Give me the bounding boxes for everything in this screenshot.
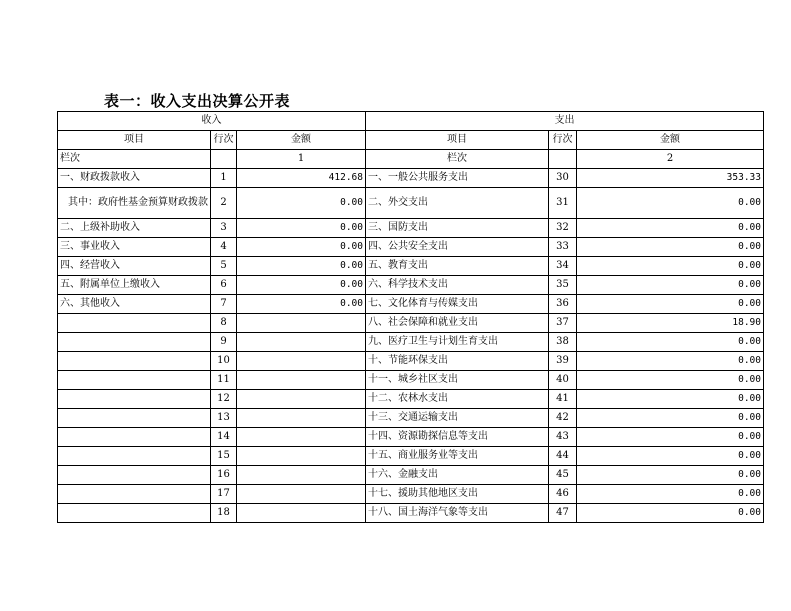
expense-item-cell: 七、文化体育与传媒支出: [366, 295, 549, 314]
expense-item-cell: 九、医疗卫生与计划生育支出: [366, 333, 549, 352]
income-amount-cell: [237, 504, 366, 523]
income-amount-header: 金额: [237, 131, 366, 150]
expense-amount-cell: 0.00: [577, 295, 764, 314]
table-row: [58, 188, 764, 219]
income-line-cell: 9: [211, 333, 237, 352]
income-amount-cell: [237, 333, 366, 352]
income-amount-cell: 0.00: [237, 238, 366, 257]
expense-line-cell: 34: [549, 257, 577, 276]
expense-amount-cell: 0.00: [577, 276, 764, 295]
income-item-cell: 其中：政府性基金预算财政拨款: [58, 188, 211, 219]
expense-item-cell: 十六、金融支出: [366, 466, 549, 485]
expense-item-cell: 十、节能环保支出: [366, 352, 549, 371]
income-item-cell: [58, 504, 211, 523]
income-amount-cell: [237, 485, 366, 504]
table-row: [58, 466, 764, 485]
income-line-cell: 18: [211, 504, 237, 523]
income-amount-cell: [237, 428, 366, 447]
income-amount-cell: 0.00: [237, 295, 366, 314]
income-item-cell: 五、附属单位上缴收入: [58, 276, 211, 295]
expense-line-cell: 32: [549, 219, 577, 238]
income-amount-cell: [237, 409, 366, 428]
table-row: [58, 238, 764, 257]
expense-amount-cell: 0.00: [577, 428, 764, 447]
income-item-cell: 三、事业收入: [58, 238, 211, 257]
income-group-header: 收入: [58, 112, 366, 131]
income-line-cell: 12: [211, 390, 237, 409]
income-item-cell: [58, 485, 211, 504]
income-line-cell: 2: [211, 188, 237, 219]
table-row: [58, 169, 764, 188]
income-line-cell: 14: [211, 428, 237, 447]
table-row: [58, 428, 764, 447]
expense-line-cell: 42: [549, 409, 577, 428]
expense-lanci-label: 栏次: [366, 150, 549, 169]
expense-amount-cell: 0.00: [577, 447, 764, 466]
income-amount-cell: 412.68: [237, 169, 366, 188]
expense-item-cell: 一、一般公共服务支出: [366, 169, 549, 188]
expense-line-cell: 43: [549, 428, 577, 447]
income-item-cell: [58, 390, 211, 409]
table-row: [58, 352, 764, 371]
income-item-cell: 二、上级补助收入: [58, 219, 211, 238]
income-line-cell: 10: [211, 352, 237, 371]
income-amount-cell: [237, 466, 366, 485]
income-line-cell: 8: [211, 314, 237, 333]
income-item-cell: 六、其他收入: [58, 295, 211, 314]
expense-item-cell: 六、科学技术支出: [366, 276, 549, 295]
expense-line-cell: 47: [549, 504, 577, 523]
table-row: [58, 219, 764, 238]
expense-amount-cell: 0.00: [577, 466, 764, 485]
expense-item-cell: 十二、农林水支出: [366, 390, 549, 409]
income-line-cell: 5: [211, 257, 237, 276]
income-expense-table: [57, 111, 764, 523]
income-line-header: 行次: [211, 131, 237, 150]
income-line-cell: 1: [211, 169, 237, 188]
expense-col-number: 2: [577, 150, 764, 169]
expense-amount-cell: 0.00: [577, 188, 764, 219]
expense-amount-cell: 18.90: [577, 314, 764, 333]
table-row: [58, 314, 764, 333]
income-col-number: 1: [237, 150, 366, 169]
income-line-cell: 17: [211, 485, 237, 504]
expense-line-cell: 31: [549, 188, 577, 219]
table-row: [58, 257, 764, 276]
expense-line-cell: 30: [549, 169, 577, 188]
expense-item-cell: 十四、资源勘探信息等支出: [366, 428, 549, 447]
expense-amount-cell: 0.00: [577, 371, 764, 390]
expense-line-cell: 38: [549, 333, 577, 352]
expense-amount-cell: 0.00: [577, 352, 764, 371]
income-item-cell: [58, 352, 211, 371]
expense-line-cell: 33: [549, 238, 577, 257]
expense-item-header: 项目: [366, 131, 549, 150]
table-row: [58, 276, 764, 295]
income-line-cell: 4: [211, 238, 237, 257]
expense-lanci-blank: [549, 150, 577, 169]
expense-item-cell: 十七、援助其他地区支出: [366, 485, 549, 504]
table-row: [58, 447, 764, 466]
income-item-cell: [58, 447, 211, 466]
income-item-cell: [58, 466, 211, 485]
income-line-cell: 6: [211, 276, 237, 295]
expense-amount-cell: 0.00: [577, 409, 764, 428]
page-title: 表一：收入支出决算公开表: [104, 92, 291, 110]
expense-item-cell: 三、国防支出: [366, 219, 549, 238]
income-item-cell: [58, 428, 211, 447]
expense-amount-cell: 0.00: [577, 333, 764, 352]
column-header-row: [58, 131, 764, 150]
income-line-cell: 16: [211, 466, 237, 485]
table-row: [58, 504, 764, 523]
expense-item-cell: 十五、商业服务业等支出: [366, 447, 549, 466]
income-amount-cell: 0.00: [237, 188, 366, 219]
income-amount-cell: [237, 447, 366, 466]
table-row: [58, 333, 764, 352]
expense-item-cell: 二、外交支出: [366, 188, 549, 219]
expense-amount-cell: 0.00: [577, 257, 764, 276]
income-amount-cell: 0.00: [237, 219, 366, 238]
expense-line-cell: 41: [549, 390, 577, 409]
expense-line-cell: 40: [549, 371, 577, 390]
income-amount-cell: [237, 352, 366, 371]
income-item-cell: 一、财政拨款收入: [58, 169, 211, 188]
expense-line-cell: 45: [549, 466, 577, 485]
expense-item-cell: 五、教育支出: [366, 257, 549, 276]
income-item-cell: [58, 371, 211, 390]
expense-item-cell: 十三、交通运输支出: [366, 409, 549, 428]
income-amount-cell: [237, 314, 366, 333]
table-row: [58, 371, 764, 390]
expense-amount-cell: 0.00: [577, 238, 764, 257]
table-row: [58, 390, 764, 409]
expense-item-cell: 四、公共安全支出: [366, 238, 549, 257]
income-lanci-blank: [211, 150, 237, 169]
column-number-row: [58, 150, 764, 169]
income-item-cell: 四、经营收入: [58, 257, 211, 276]
expense-line-header: 行次: [549, 131, 577, 150]
expense-amount-cell: 0.00: [577, 219, 764, 238]
expense-amount-cell: 0.00: [577, 485, 764, 504]
expense-amount-cell: 0.00: [577, 504, 764, 523]
expense-line-cell: 46: [549, 485, 577, 504]
income-amount-cell: 0.00: [237, 276, 366, 295]
income-line-cell: 13: [211, 409, 237, 428]
income-amount-cell: [237, 371, 366, 390]
income-item-cell: [58, 333, 211, 352]
expense-line-cell: 37: [549, 314, 577, 333]
expense-item-cell: 十一、城乡社区支出: [366, 371, 549, 390]
expense-line-cell: 39: [549, 352, 577, 371]
income-item-header: 项目: [58, 131, 211, 150]
expense-amount-header: 金额: [577, 131, 764, 150]
table-row: [58, 485, 764, 504]
expense-amount-cell: 0.00: [577, 390, 764, 409]
income-item-cell: [58, 409, 211, 428]
income-line-cell: 3: [211, 219, 237, 238]
income-amount-cell: [237, 390, 366, 409]
income-line-cell: 15: [211, 447, 237, 466]
expense-amount-cell: 353.33: [577, 169, 764, 188]
income-lanci-label: 栏次: [58, 150, 211, 169]
table-row: [58, 409, 764, 428]
expense-group-header: 支出: [366, 112, 764, 131]
income-line-cell: 11: [211, 371, 237, 390]
table-row: [58, 295, 764, 314]
expense-item-cell: 八、社会保障和就业支出: [366, 314, 549, 333]
expense-line-cell: 36: [549, 295, 577, 314]
income-item-cell: [58, 314, 211, 333]
expense-line-cell: 44: [549, 447, 577, 466]
group-header-row: [58, 112, 764, 131]
expense-item-cell: 十八、国土海洋气象等支出: [366, 504, 549, 523]
income-line-cell: 7: [211, 295, 237, 314]
expense-line-cell: 35: [549, 276, 577, 295]
income-amount-cell: 0.00: [237, 257, 366, 276]
